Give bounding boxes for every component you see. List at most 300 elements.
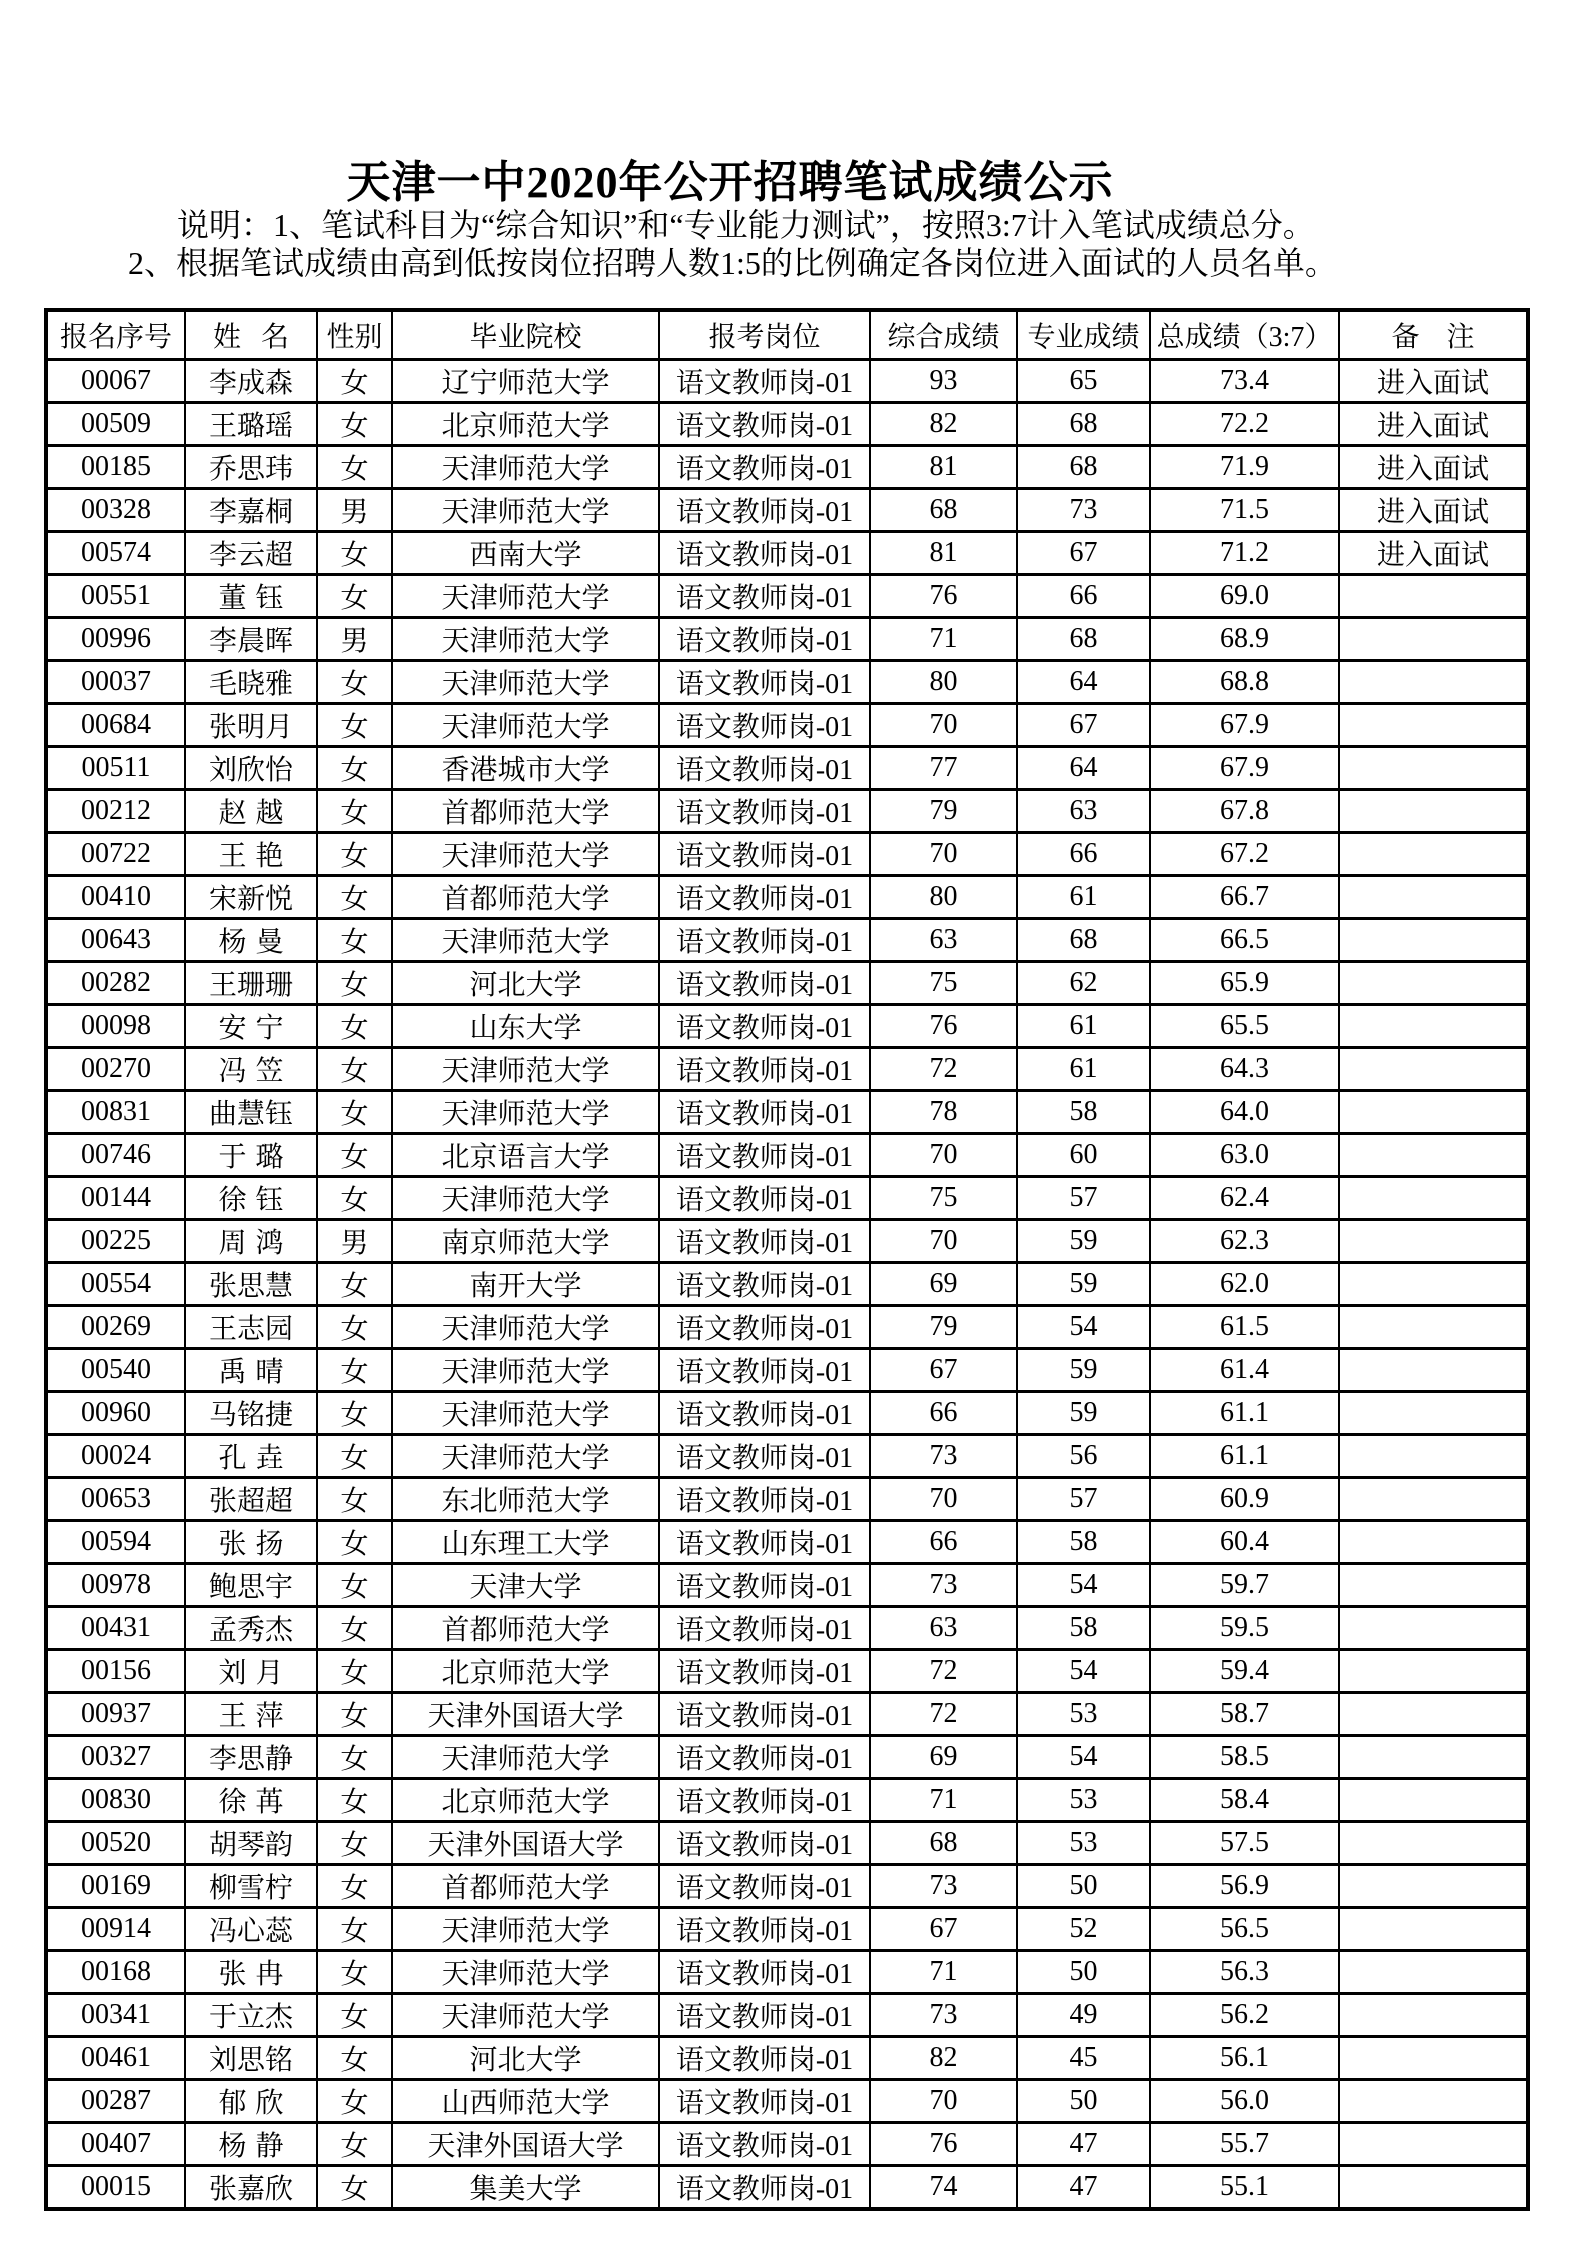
column-header: 性别	[317, 310, 392, 360]
table-cell: 天津师范大学	[392, 1908, 659, 1951]
table-cell	[1339, 2037, 1528, 2080]
table-cell: 女	[317, 1263, 392, 1306]
table-cell: 语文教师岗-01	[659, 919, 870, 962]
table-cell: 00746	[46, 1134, 185, 1177]
table-cell: 59	[1017, 1392, 1150, 1435]
table-cell: 语文教师岗-01	[659, 1564, 870, 1607]
table-cell	[1339, 1564, 1528, 1607]
table-cell: 56.0	[1150, 2080, 1339, 2123]
table-cell: 50	[1017, 1865, 1150, 1908]
table-cell: 语文教师岗-01	[659, 1822, 870, 1865]
table-cell: 00269	[46, 1306, 185, 1349]
table-row	[46, 704, 1528, 747]
table-cell: 54	[1017, 1650, 1150, 1693]
table-cell: 天津师范大学	[392, 1951, 659, 1994]
table-cell	[1339, 1994, 1528, 2037]
table-cell: 47	[1017, 2166, 1150, 2210]
table-cell: 64	[1017, 661, 1150, 704]
table-cell: 女	[317, 1521, 392, 1564]
table-cell: 女	[317, 661, 392, 704]
table-cell	[1339, 1607, 1528, 1650]
table-cell: 00168	[46, 1951, 185, 1994]
table-cell: 语文教师岗-01	[659, 403, 870, 446]
table-cell: 山西师范大学	[392, 2080, 659, 2123]
table-cell: 66.7	[1150, 876, 1339, 919]
table-cell: 于立杰	[185, 1994, 317, 2037]
table-cell: 辽宁师范大学	[392, 360, 659, 403]
table-cell: 女	[317, 575, 392, 618]
table-row	[46, 1607, 1528, 1650]
table-cell: 女	[317, 790, 392, 833]
table-cell: 00098	[46, 1005, 185, 1048]
table-cell: 女	[317, 2080, 392, 2123]
table-cell	[1339, 1693, 1528, 1736]
table-row	[46, 1478, 1528, 1521]
table-cell: 00410	[46, 876, 185, 919]
table-cell: 于璐	[185, 1134, 317, 1177]
table-cell: 郁欣	[185, 2080, 317, 2123]
table-row	[46, 790, 1528, 833]
table-row	[46, 489, 1528, 532]
table-row	[46, 1349, 1528, 1392]
note-line-2: 2、根据笔试成绩由高到低按岗位招聘人数1:5的比例确定各岗位进入面试的人员名单。	[128, 245, 1337, 281]
table-cell: 73	[870, 1865, 1017, 1908]
table-cell: 西南大学	[392, 532, 659, 575]
table-cell: 女	[317, 1349, 392, 1392]
table-cell: 61	[1017, 1005, 1150, 1048]
table-cell: 00554	[46, 1263, 185, 1306]
table-cell: 语文教师岗-01	[659, 661, 870, 704]
table-cell: 64.3	[1150, 1048, 1339, 1091]
table-cell: 语文教师岗-01	[659, 1220, 870, 1263]
table-row	[46, 1822, 1528, 1865]
table-cell: 李晨晖	[185, 618, 317, 661]
table-cell	[1339, 1478, 1528, 1521]
table-row	[46, 1134, 1528, 1177]
table-cell: 张嘉欣	[185, 2166, 317, 2210]
table-cell: 河北大学	[392, 962, 659, 1005]
table-cell: 天津师范大学	[392, 661, 659, 704]
table-row	[46, 1650, 1528, 1693]
table-cell: 59	[1017, 1349, 1150, 1392]
table-cell: 女	[317, 1693, 392, 1736]
table-cell: 69	[870, 1736, 1017, 1779]
table-cell: 00015	[46, 2166, 185, 2210]
table-cell: 乔思玮	[185, 446, 317, 489]
table-cell: 71.9	[1150, 446, 1339, 489]
table-cell: 68	[870, 1822, 1017, 1865]
table-cell	[1339, 1779, 1528, 1822]
table-cell: 天津外国语大学	[392, 2123, 659, 2166]
table-cell: 语文教师岗-01	[659, 962, 870, 1005]
table-cell: 70	[870, 704, 1017, 747]
table-cell: 女	[317, 1134, 392, 1177]
table-cell: 64	[1017, 747, 1150, 790]
table-cell	[1339, 1091, 1528, 1134]
table-cell: 58.4	[1150, 1779, 1339, 1822]
table-cell	[1339, 962, 1528, 1005]
table-cell: 进入面试	[1339, 489, 1528, 532]
table-cell: 56.9	[1150, 1865, 1339, 1908]
table-row	[46, 661, 1528, 704]
table-cell: 王萍	[185, 1693, 317, 1736]
table-cell: 语文教师岗-01	[659, 1994, 870, 2037]
table-cell: 80	[870, 661, 1017, 704]
table-cell: 宋新悦	[185, 876, 317, 919]
table-cell: 69	[870, 1263, 1017, 1306]
table-cell: 56.5	[1150, 1908, 1339, 1951]
table-cell: 67.9	[1150, 704, 1339, 747]
table-cell: 语文教师岗-01	[659, 1134, 870, 1177]
table-cell: 00643	[46, 919, 185, 962]
table-cell: 女	[317, 1736, 392, 1779]
table-cell: 57	[1017, 1478, 1150, 1521]
table-cell: 语文教师岗-01	[659, 446, 870, 489]
table-cell: 女	[317, 1435, 392, 1478]
table-row	[46, 2037, 1528, 2080]
column-header: 报考岗位	[659, 310, 870, 360]
table-cell: 57.5	[1150, 1822, 1339, 1865]
table-cell: 语文教师岗-01	[659, 1607, 870, 1650]
table-cell: 58	[1017, 1091, 1150, 1134]
table-cell: 语文教师岗-01	[659, 1392, 870, 1435]
table-cell	[1339, 704, 1528, 747]
table-cell: 53	[1017, 1693, 1150, 1736]
table-cell: 女	[317, 1177, 392, 1220]
table-cell: 张明月	[185, 704, 317, 747]
table-cell: 张超超	[185, 1478, 317, 1521]
table-cell: 00978	[46, 1564, 185, 1607]
table-cell: 79	[870, 790, 1017, 833]
table-cell: 00461	[46, 2037, 185, 2080]
table-cell: 00937	[46, 1693, 185, 1736]
table-cell	[1339, 1951, 1528, 1994]
table-cell: 语文教师岗-01	[659, 618, 870, 661]
table-cell: 61.5	[1150, 1306, 1339, 1349]
table-cell: 语文教师岗-01	[659, 1951, 870, 1994]
table-cell: 女	[317, 704, 392, 747]
table-cell: 00574	[46, 532, 185, 575]
table-cell: 71.2	[1150, 532, 1339, 575]
table-cell: 北京语言大学	[392, 1134, 659, 1177]
table-row	[46, 532, 1528, 575]
table-cell: 56	[1017, 1435, 1150, 1478]
table-cell: 首都师范大学	[392, 790, 659, 833]
table-cell: 香港城市大学	[392, 747, 659, 790]
table-cell: 54	[1017, 1736, 1150, 1779]
table-cell	[1339, 1306, 1528, 1349]
table-cell: 60	[1017, 1134, 1150, 1177]
table-cell: 女	[317, 1005, 392, 1048]
table-cell: 00024	[46, 1435, 185, 1478]
table-cell: 00831	[46, 1091, 185, 1134]
table-cell: 女	[317, 532, 392, 575]
table-cell: 65.9	[1150, 962, 1339, 1005]
table-cell: 北京师范大学	[392, 403, 659, 446]
table-cell: 首都师范大学	[392, 876, 659, 919]
table-cell: 59	[1017, 1263, 1150, 1306]
table-cell: 女	[317, 1607, 392, 1650]
column-header: 报名序号	[46, 310, 185, 360]
table-cell: 82	[870, 403, 1017, 446]
table-cell	[1339, 1521, 1528, 1564]
table-cell: 00996	[46, 618, 185, 661]
table-cell: 女	[317, 1564, 392, 1607]
table-cell: 45	[1017, 2037, 1150, 2080]
table-cell: 南京师范大学	[392, 1220, 659, 1263]
table-cell: 00594	[46, 1521, 185, 1564]
table-cell: 52	[1017, 1908, 1150, 1951]
table-cell: 天津师范大学	[392, 704, 659, 747]
table-cell	[1339, 1822, 1528, 1865]
column-header: 综合成绩	[870, 310, 1017, 360]
table-cell: 禹晴	[185, 1349, 317, 1392]
table-cell	[1339, 1435, 1528, 1478]
table-cell: 徐苒	[185, 1779, 317, 1822]
column-header: 备注	[1339, 310, 1528, 360]
table-cell: 63	[1017, 790, 1150, 833]
table-cell: 67	[1017, 704, 1150, 747]
table-cell: 67.9	[1150, 747, 1339, 790]
table-cell: 女	[317, 833, 392, 876]
table-cell	[1339, 1177, 1528, 1220]
table-cell: 天津师范大学	[392, 446, 659, 489]
table-cell: 刘欣怡	[185, 747, 317, 790]
table-cell: 天津大学	[392, 1564, 659, 1607]
table-cell: 天津师范大学	[392, 1392, 659, 1435]
table-cell: 00960	[46, 1392, 185, 1435]
table-cell: 53	[1017, 1822, 1150, 1865]
table-cell: 72.2	[1150, 403, 1339, 446]
table-row	[46, 2166, 1528, 2210]
table-cell: 女	[317, 403, 392, 446]
score-table-container	[44, 308, 1530, 2211]
table-cell: 语文教师岗-01	[659, 1005, 870, 1048]
table-row	[46, 1220, 1528, 1263]
table-cell: 语文教师岗-01	[659, 2123, 870, 2166]
table-cell: 59.4	[1150, 1650, 1339, 1693]
table-cell: 王璐瑶	[185, 403, 317, 446]
table-cell: 安宁	[185, 1005, 317, 1048]
table-row	[46, 446, 1528, 489]
table-cell: 68.9	[1150, 618, 1339, 661]
table-cell: 73	[870, 1564, 1017, 1607]
table-row	[46, 1392, 1528, 1435]
table-cell: 毛晓雅	[185, 661, 317, 704]
table-cell: 杨静	[185, 2123, 317, 2166]
column-header: 姓名	[185, 310, 317, 360]
table-cell: 北京师范大学	[392, 1779, 659, 1822]
table-cell: 女	[317, 1994, 392, 2037]
table-cell: 女	[317, 1908, 392, 1951]
table-cell: 54	[1017, 1306, 1150, 1349]
table-cell: 天津外国语大学	[392, 1822, 659, 1865]
table-cell: 00341	[46, 1994, 185, 2037]
table-cell: 62.3	[1150, 1220, 1339, 1263]
table-row	[46, 1865, 1528, 1908]
table-row	[46, 747, 1528, 790]
table-cell: 语文教师岗-01	[659, 1177, 870, 1220]
table-cell: 张冉	[185, 1951, 317, 1994]
table-cell: 73.4	[1150, 360, 1339, 403]
table-cell: 76	[870, 2123, 1017, 2166]
table-cell: 天津师范大学	[392, 919, 659, 962]
table-cell: 山东理工大学	[392, 1521, 659, 1564]
table-cell: 语文教师岗-01	[659, 2080, 870, 2123]
table-cell	[1339, 833, 1528, 876]
table-cell: 女	[317, 919, 392, 962]
table-cell: 58	[1017, 1521, 1150, 1564]
table-cell: 北京师范大学	[392, 1650, 659, 1693]
table-cell: 49	[1017, 1994, 1150, 2037]
table-cell: 00328	[46, 489, 185, 532]
table-cell: 集美大学	[392, 2166, 659, 2210]
table-cell: 语文教师岗-01	[659, 2037, 870, 2080]
table-cell: 语文教师岗-01	[659, 2166, 870, 2210]
table-cell: 75	[870, 1177, 1017, 1220]
table-cell: 00653	[46, 1478, 185, 1521]
table-cell: 00156	[46, 1650, 185, 1693]
table-cell: 61	[1017, 876, 1150, 919]
table-cell: 80	[870, 876, 1017, 919]
table-cell	[1339, 575, 1528, 618]
table-cell	[1339, 1908, 1528, 1951]
table-row	[46, 1908, 1528, 1951]
table-cell: 73	[870, 1435, 1017, 1478]
table-cell: 70	[870, 1478, 1017, 1521]
table-cell: 93	[870, 360, 1017, 403]
table-cell	[1339, 661, 1528, 704]
table-row	[46, 962, 1528, 1005]
table-cell: 00225	[46, 1220, 185, 1263]
table-cell: 语文教师岗-01	[659, 1779, 870, 1822]
table-cell: 张思慧	[185, 1263, 317, 1306]
table-cell: 语文教师岗-01	[659, 790, 870, 833]
table-cell: 王志园	[185, 1306, 317, 1349]
table-cell: 58.5	[1150, 1736, 1339, 1779]
table-cell: 徐钰	[185, 1177, 317, 1220]
table-cell: 语文教师岗-01	[659, 747, 870, 790]
table-cell: 天津师范大学	[392, 833, 659, 876]
table-cell: 语文教师岗-01	[659, 489, 870, 532]
table-cell: 67	[870, 1349, 1017, 1392]
table-cell: 进入面试	[1339, 360, 1528, 403]
table-cell: 女	[317, 1091, 392, 1134]
table-cell	[1339, 1134, 1528, 1177]
table-cell: 语文教师岗-01	[659, 1736, 870, 1779]
table-cell: 天津师范大学	[392, 575, 659, 618]
table-cell	[1339, 1865, 1528, 1908]
table-cell: 00169	[46, 1865, 185, 1908]
table-cell	[1339, 919, 1528, 962]
table-cell: 女	[317, 1779, 392, 1822]
table-cell: 语文教师岗-01	[659, 532, 870, 575]
header-row	[46, 310, 1528, 360]
table-cell	[1339, 1736, 1528, 1779]
table-cell: 62.0	[1150, 1263, 1339, 1306]
table-cell: 天津师范大学	[392, 1994, 659, 2037]
table-cell: 李成森	[185, 360, 317, 403]
table-cell: 47	[1017, 2123, 1150, 2166]
table-cell: 79	[870, 1306, 1017, 1349]
table-row	[46, 575, 1528, 618]
document-title: 天津一中2020年公开招聘笔试成绩公示	[346, 158, 1114, 207]
column-header: 总成绩（3:7）	[1150, 310, 1339, 360]
table-cell: 68	[1017, 919, 1150, 962]
table-cell: 孟秀杰	[185, 1607, 317, 1650]
table-cell	[1339, 1650, 1528, 1693]
table-row	[46, 1091, 1528, 1134]
table-cell: 南开大学	[392, 1263, 659, 1306]
table-row	[46, 1779, 1528, 1822]
table-cell: 语文教师岗-01	[659, 1263, 870, 1306]
table-cell: 胡琴韵	[185, 1822, 317, 1865]
table-cell: 00511	[46, 747, 185, 790]
table-cell: 70	[870, 2080, 1017, 2123]
table-cell	[1339, 1220, 1528, 1263]
table-cell: 张扬	[185, 1521, 317, 1564]
table-cell: 67	[870, 1908, 1017, 1951]
table-cell: 68	[1017, 403, 1150, 446]
table-cell	[1339, 747, 1528, 790]
table-row	[46, 1306, 1528, 1349]
table-cell	[1339, 618, 1528, 661]
table-cell: 天津师范大学	[392, 1091, 659, 1134]
table-row	[46, 1263, 1528, 1306]
table-cell: 00684	[46, 704, 185, 747]
table-cell	[1339, 1392, 1528, 1435]
table-cell: 进入面试	[1339, 403, 1528, 446]
table-cell: 72	[870, 1048, 1017, 1091]
table-cell	[1339, 876, 1528, 919]
table-cell: 63.0	[1150, 1134, 1339, 1177]
table-cell: 山东大学	[392, 1005, 659, 1048]
table-cell: 67.8	[1150, 790, 1339, 833]
table-cell: 鲍思宇	[185, 1564, 317, 1607]
table-cell: 67	[1017, 532, 1150, 575]
table-cell: 00037	[46, 661, 185, 704]
table-cell: 首都师范大学	[392, 1607, 659, 1650]
table-cell	[1339, 1263, 1528, 1306]
table-cell: 61.1	[1150, 1392, 1339, 1435]
table-cell: 00551	[46, 575, 185, 618]
table-cell: 00520	[46, 1822, 185, 1865]
table-cell: 59	[1017, 1220, 1150, 1263]
table-cell: 李嘉桐	[185, 489, 317, 532]
table-cell: 63	[870, 919, 1017, 962]
table-cell: 74	[870, 2166, 1017, 2210]
table-cell: 71	[870, 1779, 1017, 1822]
table-cell: 63	[870, 1607, 1017, 1650]
table-cell: 76	[870, 575, 1017, 618]
table-row	[46, 1177, 1528, 1220]
table-cell: 75	[870, 962, 1017, 1005]
table-row	[46, 919, 1528, 962]
table-cell: 语文教师岗-01	[659, 360, 870, 403]
table-cell: 50	[1017, 1951, 1150, 1994]
note-line-1: 说明：1、笔试科目为“综合知识”和“专业能力测试”，按照3:7计入笔试成绩总分。	[177, 207, 1315, 243]
table-cell: 00327	[46, 1736, 185, 1779]
table-cell: 女	[317, 2037, 392, 2080]
table-cell: 语文教师岗-01	[659, 1435, 870, 1478]
table-cell: 71	[870, 1951, 1017, 1994]
table-cell: 54	[1017, 1564, 1150, 1607]
table-cell: 语文教师岗-01	[659, 1521, 870, 1564]
table-cell: 天津师范大学	[392, 1349, 659, 1392]
table-cell: 语文教师岗-01	[659, 876, 870, 919]
table-cell: 语文教师岗-01	[659, 1306, 870, 1349]
table-cell: 00282	[46, 962, 185, 1005]
